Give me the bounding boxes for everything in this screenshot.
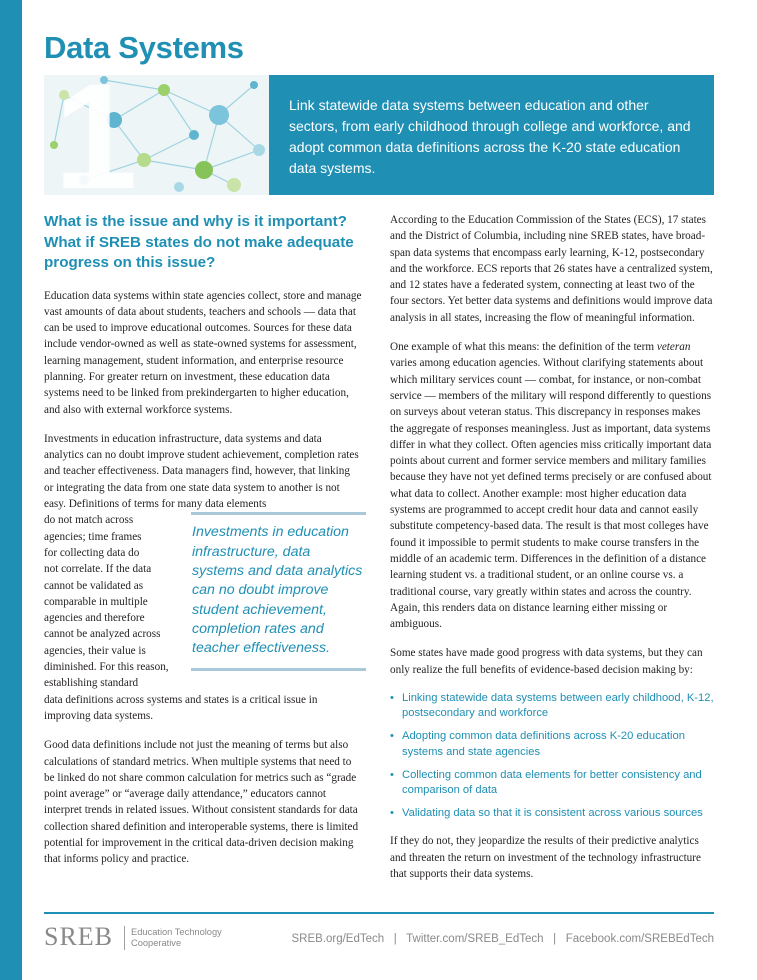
list-item — [390, 806, 715, 821]
text-line: comparable in multiple — [44, 595, 148, 608]
list-item-text: Linking statewide data systems between early childhood, K-12, postsecondary and workforce — [402, 692, 714, 720]
bullet-icon: • — [390, 692, 394, 705]
text-line: agencies, their value is — [44, 644, 146, 657]
cooperative-line: Cooperative — [131, 937, 182, 948]
cooperative-label — [131, 927, 222, 948]
footer-divider-line — [44, 912, 714, 914]
hero-banner — [44, 75, 714, 195]
list-item — [390, 691, 715, 721]
section-number: 1 — [54, 75, 138, 195]
text-line: agencies and therefore — [44, 612, 145, 625]
list-item-text: Validating data so that it is consistent across various sources — [402, 807, 703, 820]
list-item — [390, 768, 715, 798]
list-item — [390, 729, 715, 759]
paragraph: Investments in education infrastructure, data systems and data analytics can no doubt improve student achievement, completion rates and teacher effectiveness. Data managers find, however, that linking or integrating the data from one state data system to another is not easy. Definitions of terms for many data elements — [44, 432, 359, 511]
emphasis-term: veteran — [656, 341, 691, 354]
paragraph: According to the Education Commission of the States (ECS), 17 states and the District of Columbia, including nine SREB states, have broad-span data systems that encompass early learning, K-12, postsecondary and the workforce. ECS reports that 26 states have a centralized system, and 12 states have a federated system, connecting at least two of the four sectors. Yet better data systems and definitions would improve data analysis in all states, increasing the flow of meaningful information. — [390, 214, 713, 324]
wrap-block — [44, 512, 362, 691]
logo-divider — [124, 926, 125, 950]
text-run: One example of what this means: the definition of the term — [390, 341, 657, 354]
goal-statement: Link statewide data systems between education and other sectors, from early childhood through college and workforce, and adopt common data definitions across the K-20 state education data systems. — [289, 97, 691, 176]
pull-quote-text: Investments in education infrastructure, data systems and data analytics can no doubt improve student achievement, completion rates and teacher effectiveness. — [192, 524, 363, 657]
left-column — [44, 212, 362, 881]
paragraph: Good data definitions include not just the meaning of terms but also calculations of standard metrics. When multiple systems that need to be linked do not share common calculation for metrics such as “grade point average” or “average daily attendance,” educators cannot interpret trends in related issues. Without consistent standards for data collection shared definition and interoperable systems, there is limited potential for improvement in the critical data-driven decision making that informs policy and practice. — [44, 739, 359, 866]
footer-links: SREB.org/EdTech | Twitter.com/SREB_EdTech | Facebook.com/SREBEdTech — [291, 933, 714, 945]
text-line: cannot be validated as — [44, 579, 144, 592]
network-graphic — [44, 75, 269, 195]
paragraph — [390, 339, 715, 632]
paragraph: If they do not, they jeopardize the results of their predictive analytics and threaten the return on investment of the technology infrastructure that supports their data systems. — [390, 835, 701, 881]
wrapped-text — [44, 512, 184, 691]
text-line: not correlate. If the data — [44, 563, 152, 576]
text-line: do not match across — [44, 514, 134, 527]
side-accent-bar — [0, 0, 22, 980]
right-column — [390, 212, 715, 895]
text-line: cannot be analyzed across — [44, 628, 161, 641]
page-title: Data Systems — [44, 30, 244, 65]
text-run: varies among education agencies. Without clarifying statements about which military services count — combat, for instance, or non-combat service — members of the military will respond differently to questions on surveys about veteran status. This discrepancy in responses makes the aggregate of responses meaningless. Just as important, data systems differ in what they collect. Often agencies miss critically important data points about current and former service members and military families because they have not yet defined terms precisely or are confused about what data to collect. Another example: most higher education data systems are programmed to accept credit hour data and cannot easily substitute competency-based data. The result is that most colleges have found it impossible to permit students to make course transfers in the middle of an academic term. Differences in the definition of a distance learning student vs. a traditional student, or an online course vs. a traditional course, vary greatly within states and across the country. Again, this renders data on distance learning either missing or ambiguous. — [390, 357, 712, 631]
bullet-icon: • — [390, 807, 394, 820]
text-line: for collecting data do — [44, 546, 140, 559]
list-item-text: Collecting common data elements for better consistency and comparison of data — [402, 768, 702, 797]
text-line: diminished. For this reason, — [44, 661, 169, 674]
bullet-icon: • — [390, 768, 394, 781]
goal-statement-panel — [269, 75, 714, 195]
bullet-list — [390, 691, 715, 821]
paragraph: Some states have made good progress with data systems, but they can only realize the full benefits of evidence-based decision making by: — [390, 647, 703, 676]
section-heading: What is the issue and why is it important? What if SREB states do not make adequate progress on this issue? — [44, 213, 354, 271]
paragraph: data definitions across systems and states is a critical issue in improving data systems. — [44, 693, 318, 722]
cooperative-line: Education Technology — [131, 927, 222, 937]
paragraph: Education data systems within state agencies collect, store and manage vast amounts of data about students, teachers and schools — data that can be used to improve educational outcomes. Sources for these data include vendor-owned as well as state-owned systems for assessment, learning management, student information, and enterprise resource planning. For greater return on investment, these education data systems need to be linked from prekindergarten to higher education, and also with external workforce systems. — [44, 289, 362, 416]
sreb-logo: SREB — [44, 922, 114, 951]
pull-quote — [191, 512, 366, 671]
text-line: agencies; time frames — [44, 530, 142, 543]
bullet-icon: • — [390, 730, 394, 743]
list-item-text: Adopting common data definitions across K-20 education systems and state agencies — [402, 730, 685, 758]
text-line: establishing standard — [44, 677, 139, 690]
